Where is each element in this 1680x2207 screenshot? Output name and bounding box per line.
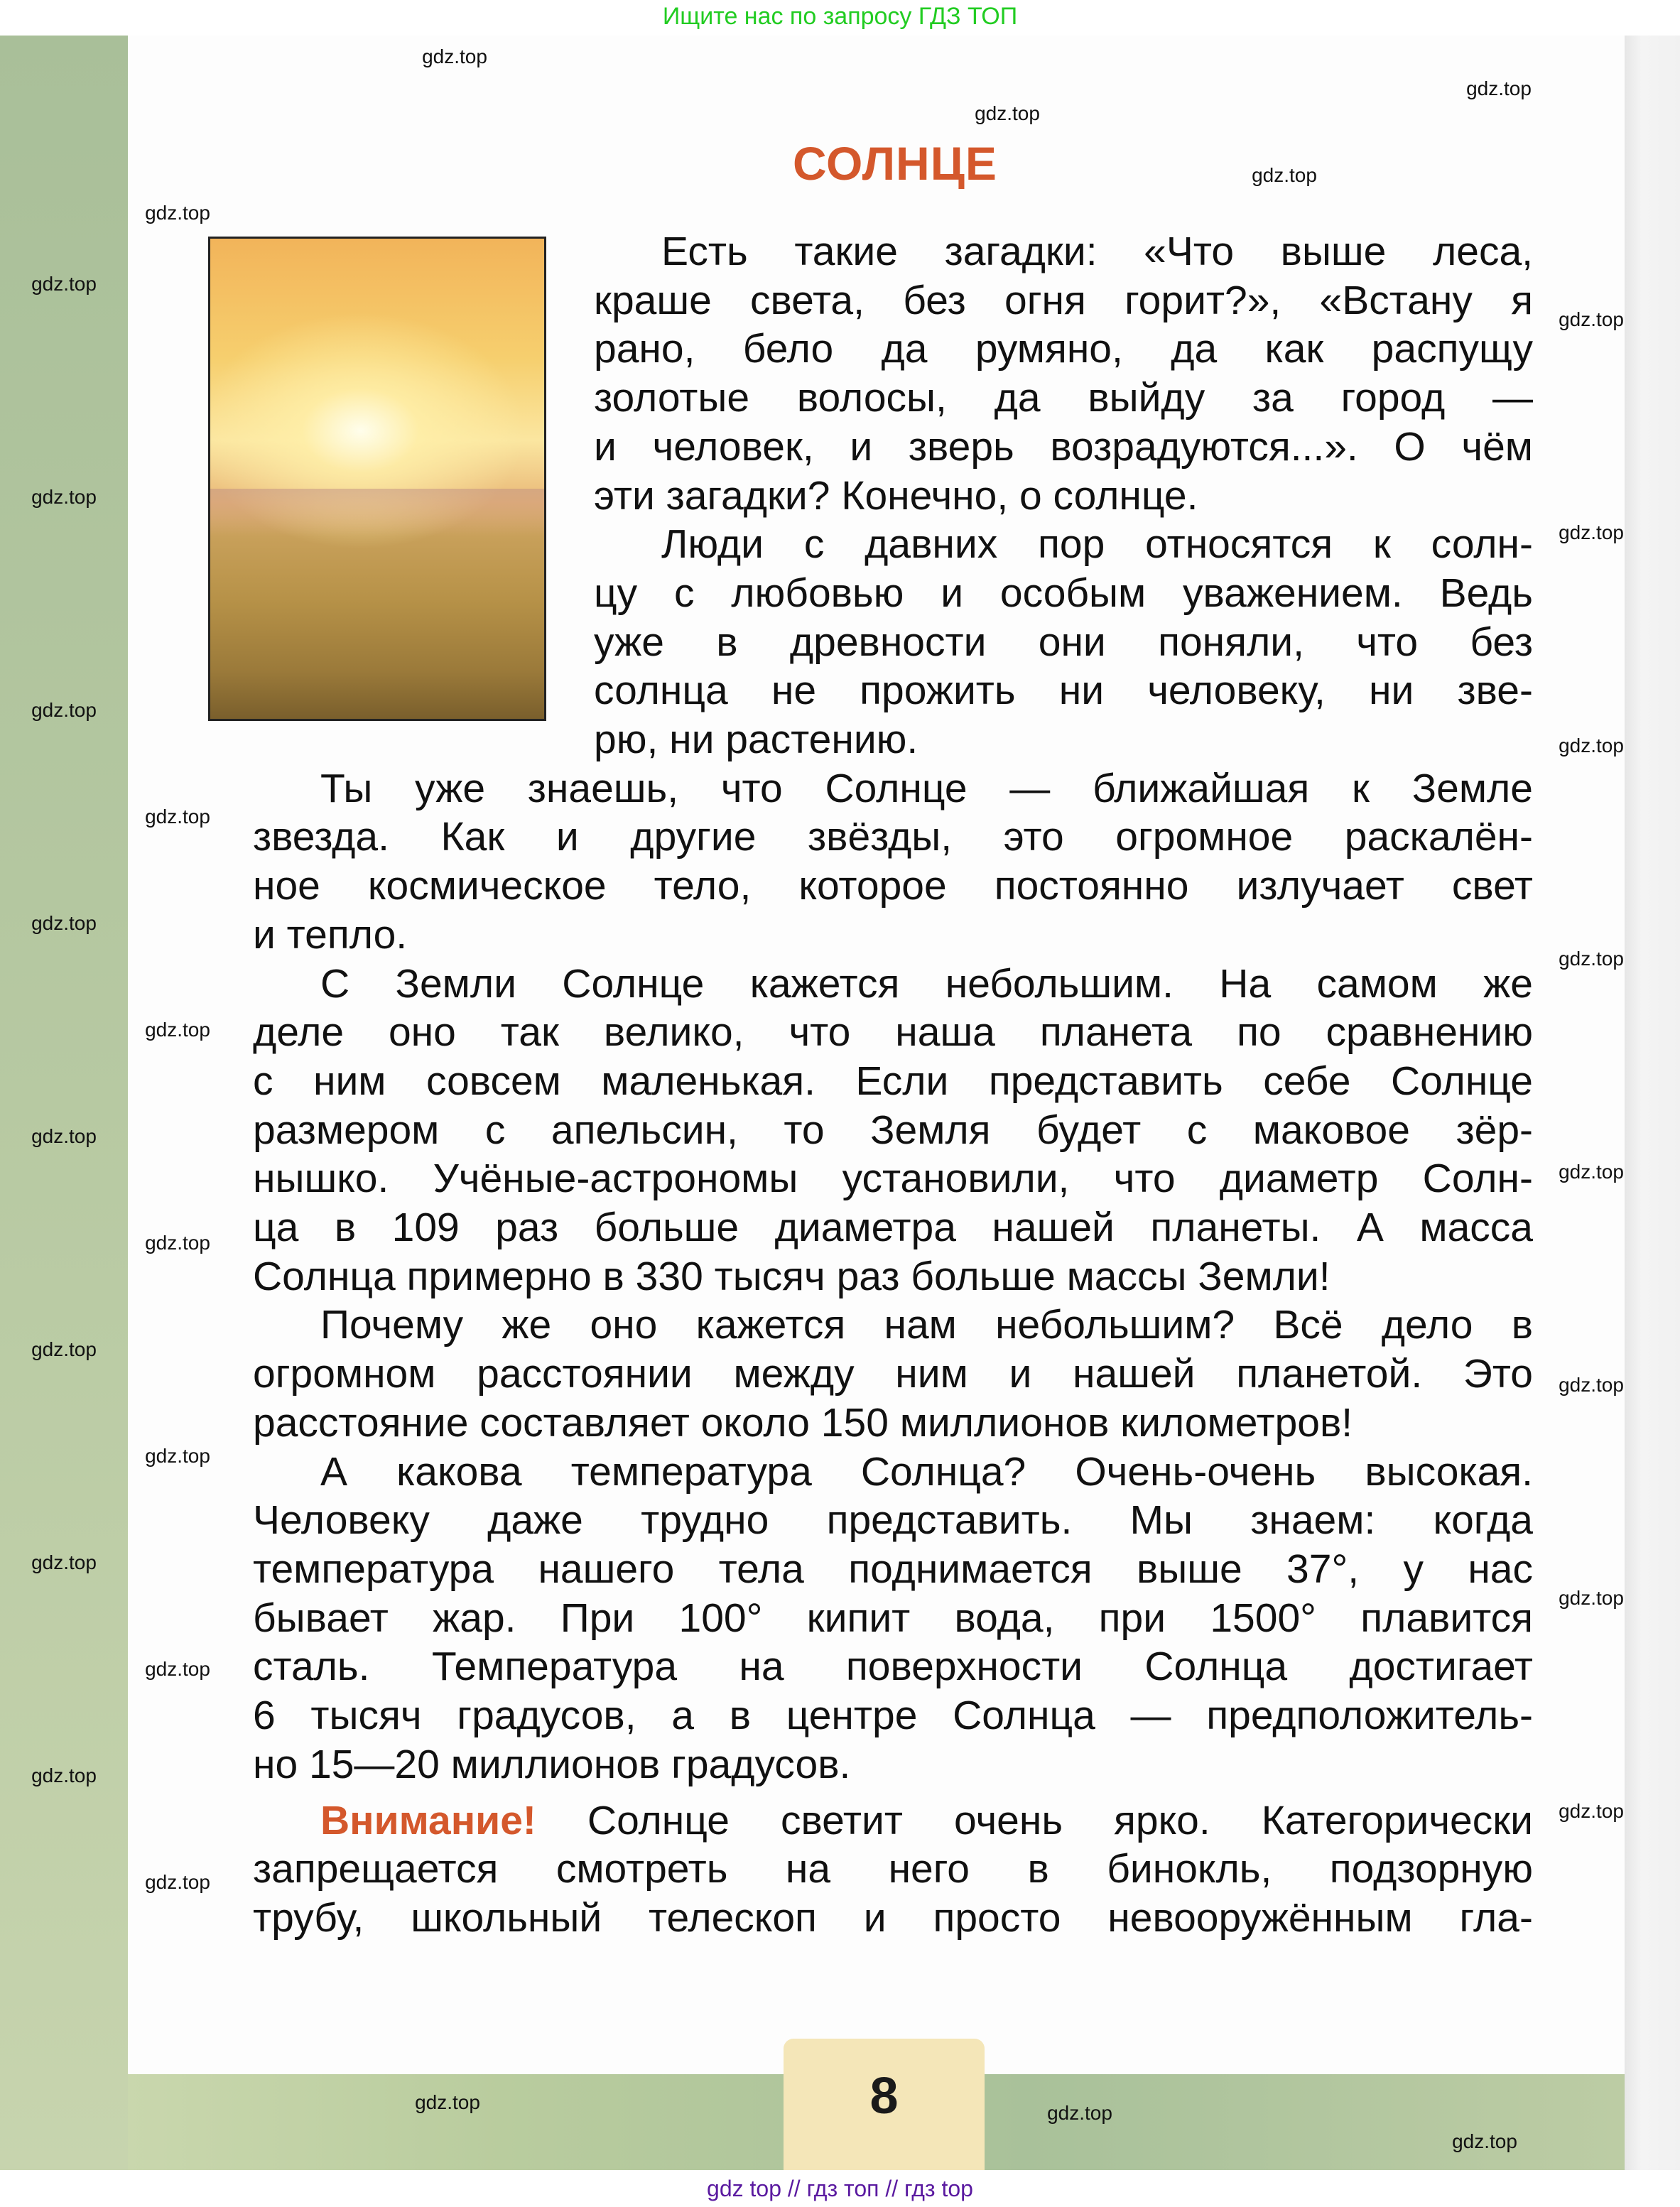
text-line-content: трубу, школьный телескоп и просто невооружённым гла- xyxy=(253,1895,1533,1941)
text-line-content: солнца не прожить ни человеку, ни зве- xyxy=(594,668,1533,714)
text-line xyxy=(661,520,1533,568)
text-line xyxy=(594,569,1533,617)
text-line-content: Ты уже знаешь, что Солнце — ближайшая к Земле xyxy=(320,765,1533,811)
text-line xyxy=(320,764,1533,813)
text-line-content: рю, ни растению. xyxy=(594,717,918,762)
text-line-content: рано, бело да румяно, да как распущу xyxy=(594,326,1533,372)
text-line xyxy=(594,423,1533,471)
page-number: 8 xyxy=(869,2068,899,2125)
text-line xyxy=(594,276,1533,325)
text-line-content: запрещается смотреть на него в бинокль, подзорную xyxy=(253,1846,1533,1892)
watermark: gdz.top xyxy=(1559,521,1624,543)
text-line xyxy=(594,715,1533,764)
text-line-content: Солнце светит очень ярко. Категорически xyxy=(587,1797,1533,1843)
text-line xyxy=(253,813,1533,861)
text-line-content: краше света, без огня горит?», «Встану я xyxy=(594,277,1533,323)
watermark: gdz.top xyxy=(145,1445,210,1467)
illustration-hills xyxy=(210,489,544,537)
text-line-content: Почему же оно кажется нам небольшим? Всё дело в xyxy=(320,1302,1533,1348)
text-line xyxy=(253,1845,1533,1893)
text-line xyxy=(253,1545,1533,1593)
bottom-banner-text: gdz top // гдз топ // гдз top xyxy=(707,2176,973,2201)
watermark: gdz.top xyxy=(1452,2130,1517,2152)
text-line-content: А какова температура Солнца? Очень-очень высокая. xyxy=(320,1448,1533,1495)
text-line xyxy=(320,1448,1533,1496)
watermark: gdz.top xyxy=(1559,734,1624,757)
text-line-content: золотые волосы, да выйду за город — xyxy=(594,375,1533,421)
top-banner-text: Ищите нас по запросу ГДЗ ТОП xyxy=(662,3,1018,30)
text-line xyxy=(253,1057,1533,1105)
text-line xyxy=(320,1301,1533,1349)
text-line-content: размером с апельсин, то Земля будет с маковое зёр- xyxy=(253,1107,1533,1153)
watermark: gdz.top xyxy=(31,1125,97,1147)
watermark: gdz.top xyxy=(1559,1374,1624,1396)
text-line xyxy=(253,1008,1533,1056)
text-line-content: ное космическое тело, которое постоянно излучает свет xyxy=(253,863,1533,909)
text-line xyxy=(253,1399,1533,1447)
text-line-content: температура нашего тела поднимается выше 37°, у нас xyxy=(253,1546,1533,1592)
watermark: gdz.top xyxy=(31,486,97,508)
watermark: gdz.top xyxy=(1047,2102,1112,2124)
text-line-content: бывает жар. При 100° кипит вода, при 1500° плавится xyxy=(253,1595,1533,1641)
text-line xyxy=(253,1203,1533,1252)
watermark: gdz.top xyxy=(422,45,487,67)
watermark: gdz.top xyxy=(1252,164,1317,186)
text-line-content: деле оно так велико, что наша планета по сравнению xyxy=(253,1009,1533,1056)
page-title: СОЛНЦЕ xyxy=(793,137,997,190)
text-line xyxy=(253,1594,1533,1642)
text-line-content: эти загадки? Конечно, о солнце. xyxy=(594,472,1198,519)
watermark: gdz.top xyxy=(145,202,210,224)
text-line-content: уже в древности они поняли, что без xyxy=(594,619,1533,665)
watermark: gdz.top xyxy=(31,1338,97,1360)
text-line xyxy=(594,666,1533,715)
text-line-content: расстояние составляет около 150 миллионов километров! xyxy=(253,1399,1353,1446)
text-line xyxy=(253,1691,1533,1740)
watermark: gdz.top xyxy=(145,806,210,828)
watermark: gdz.top xyxy=(31,912,97,934)
watermark: gdz.top xyxy=(145,1658,210,1680)
text-line xyxy=(594,374,1533,422)
text-line xyxy=(253,1642,1533,1691)
watermark: gdz.top xyxy=(1559,1161,1624,1183)
text-line-content: и человек, и зверь возрадуются...». О чём xyxy=(594,423,1533,470)
watermark: gdz.top xyxy=(975,102,1040,124)
text-line xyxy=(253,1252,1533,1301)
watermark: gdz.top xyxy=(31,1551,97,1573)
watermark: gdz.top xyxy=(1559,948,1624,970)
text-line-content: нышко. Учёные-астрономы установили, что диаметр Солн- xyxy=(253,1156,1533,1202)
text-line-content: ца в 109 раз больше диаметра нашей планеты. А масса xyxy=(253,1205,1533,1250)
text-line xyxy=(253,1740,1533,1789)
watermark: gdz.top xyxy=(415,2091,480,2113)
sunrise-illustration xyxy=(208,237,546,721)
bottom-banner xyxy=(0,2170,1680,2207)
watermark: gdz.top xyxy=(1466,77,1532,99)
text-line xyxy=(594,472,1533,520)
text-line-content: Люди с давних пор относятся к солн- xyxy=(661,521,1533,568)
text-line xyxy=(253,1154,1533,1203)
watermark: gdz.top xyxy=(145,1232,210,1254)
watermark: gdz.top xyxy=(1559,1587,1624,1609)
text-line xyxy=(320,960,1533,1008)
watermark: gdz.top xyxy=(1559,1800,1624,1822)
watermark: gdz.top xyxy=(145,1871,210,1893)
text-line xyxy=(320,1796,1533,1845)
left-page-margin xyxy=(0,36,128,2170)
text-line xyxy=(253,1106,1533,1154)
text-line-content: и тепло. xyxy=(253,911,408,958)
text-line xyxy=(253,1350,1533,1398)
text-line-content: Есть такие загадки: «Что выше леса, xyxy=(661,229,1533,274)
text-line-content: Солнца примерно в 330 тысяч раз больше массы Земли! xyxy=(253,1253,1331,1299)
text-line xyxy=(594,325,1533,373)
text-line xyxy=(253,862,1533,910)
text-line-content: цу с любовью и особым уважением. Ведь xyxy=(594,570,1533,616)
text-line-content: Человеку даже трудно представить. Мы знаем: когда xyxy=(253,1497,1533,1544)
page-number-tab xyxy=(784,2039,985,2170)
text-line-content: огромном расстоянии между ним и нашей планетой. Это xyxy=(253,1351,1533,1397)
warning-label: Внимание! xyxy=(320,1797,536,1843)
text-line-content: но 15—20 миллионов градусов. xyxy=(253,1741,851,1787)
watermark: gdz.top xyxy=(1559,308,1624,330)
watermark: gdz.top xyxy=(31,699,97,721)
text-line xyxy=(253,1894,1533,1942)
text-line-content: 6 тысяч градусов, а в центре Солнца — предположитель- xyxy=(253,1693,1533,1738)
text-line xyxy=(253,911,1533,959)
text-line-content: с ним совсем маленькая. Если представить себе Солнце xyxy=(253,1058,1533,1104)
text-line xyxy=(594,618,1533,666)
text-line-content: звезда. Как и другие звёзды, это огромное раскалён- xyxy=(253,814,1533,860)
text-line-content: сталь. Температура на поверхности Солнца достигает xyxy=(253,1644,1533,1690)
watermark: gdz.top xyxy=(145,1019,210,1041)
watermark: gdz.top xyxy=(31,273,97,295)
text-line xyxy=(253,1496,1533,1544)
top-banner xyxy=(0,0,1680,36)
watermark: gdz.top xyxy=(31,1764,97,1786)
text-line xyxy=(661,227,1533,276)
right-page-edge xyxy=(1625,36,1680,2170)
text-line-content: С Земли Солнце кажется небольшим. На самом же xyxy=(320,960,1533,1007)
